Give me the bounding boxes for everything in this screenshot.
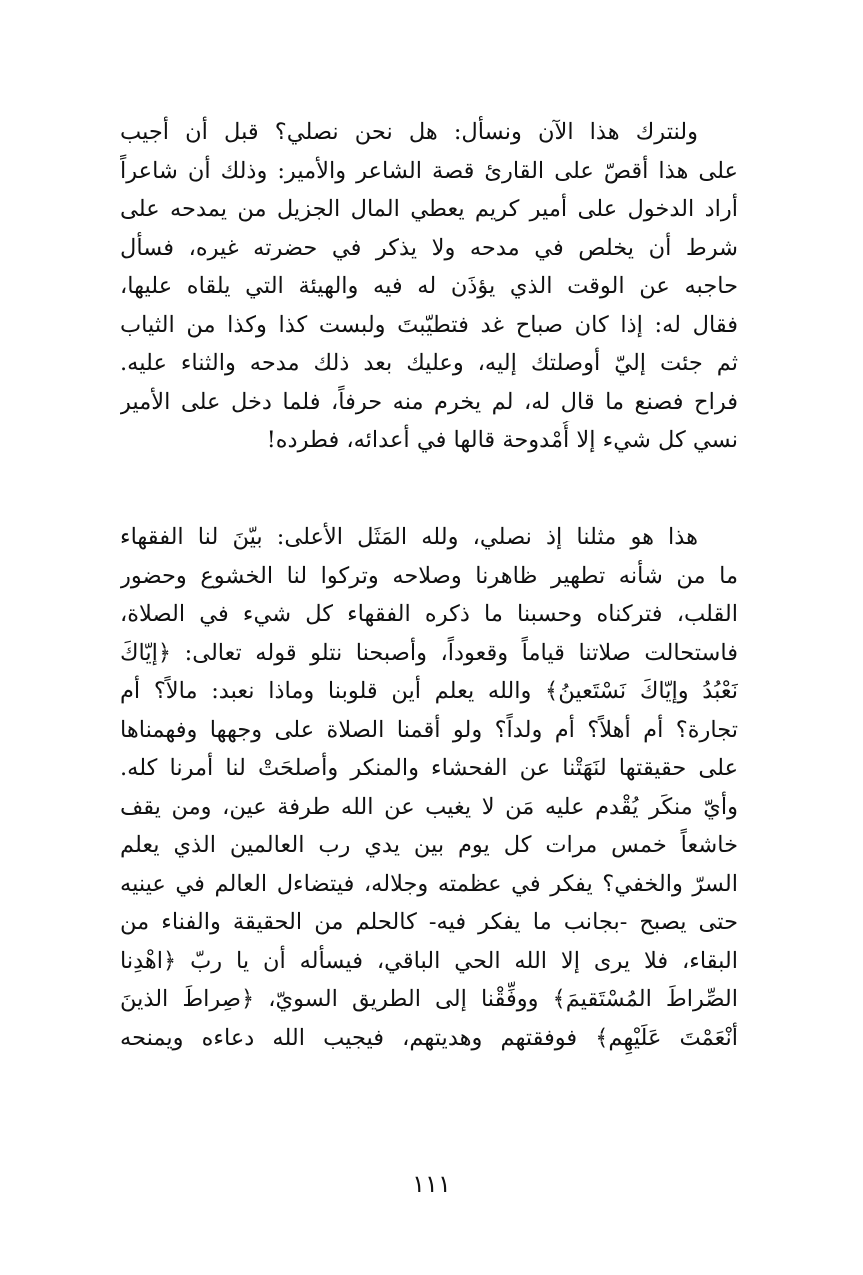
- text-line: فاستحالت صلاتنا قياماً وقعوداً، وأصبحنا نتلو قوله تعالى: ﴿إيّاكَ: [120, 639, 738, 666]
- text-line: على هذا أقصّ على القارئ قصة الشاعر والأمير: وذلك أن شاعراً: [120, 157, 738, 184]
- text-line: السرّ والخفي؟ يفكر في عظمته وجلاله، فيتضاءل العالم في عينيه: [120, 870, 738, 897]
- text-line: نسي كل شيء إلا أُمْدوحة قالها في أعدائه، فطرده!: [266, 427, 738, 453]
- text-line: ولنترك هذا الآن ونسأل: هل نحن نصلي؟ قبل أن أجيب: [120, 119, 698, 145]
- text-line: خاشعاً خمس مرات كل يوم بين يدي رب العالمين الذي يعلم: [120, 832, 738, 858]
- text-line: البقاء، فلا يرى إلا الله الحي الباقي، فيسأله أن يا ربّ ﴿اهْدِنا: [120, 947, 738, 974]
- text-line: فراح فصنع ما قال له، لم يخرم منه حرفاً، فلما دخل على الأمير: [120, 388, 738, 415]
- text-line: الصِّراطَ المُسْتَقيمَ﴾ ووفِّقْنا إلى الطريق السويّ، ﴿صِراطَ الذينَ: [120, 986, 738, 1012]
- text-line: حاجبه عن الوقت الذي يؤذَن له فيه والهيئة التي يلقاه عليها،: [120, 273, 738, 299]
- text-line: فقال له: إذا كان صباح غد فتطيّبتَ ولبست كذا وكذا من الثياب: [120, 311, 738, 338]
- text-line: على حقيقتها لنَهَتْنا عن الفحشاء والمنكر وأصلحَتْ لنا أمرنا كله.: [120, 755, 738, 781]
- text-line: أراد الدخول على أمير كريم يعطي المال الجزيل من يمدحه على: [120, 196, 738, 222]
- text-line: حتى يصبح -بجانب ما يفكر فيه- كالحلم من الحقيقة والفناء من: [120, 909, 738, 935]
- text-line: هذا هو مثلنا إذ نصلي، ولله المَثَل الأعلى: بيّنَ لنا الفقهاء: [120, 524, 698, 550]
- paragraph-poet-and-prince: [120, 113, 738, 460]
- text-line: وأيّ منكَر يُقْدم عليه مَن لا يغيب عن الله طرفة عين، ومن يقف: [120, 793, 738, 820]
- page-number: ١١١: [412, 1170, 451, 1198]
- text-line: القلب، فتركناه وحسبنا ما ذكره الفقهاء كل شيء في الصلاة،: [120, 601, 738, 627]
- text-line: ثم جئت إليّ أوصلتك إليه، وعليك بعد ذلك مدحه والثناء عليه.: [120, 350, 738, 376]
- text-line: شرط أن يخلص في مدحه ولا يذكر في حضرته غيره، فسأل: [120, 234, 738, 261]
- text-line: أنْعَمْتَ عَلَيْهِم﴾ فوفقتهم وهديتهم، فيجيب الله دعاءه ويمنحه: [120, 1024, 738, 1051]
- paragraph-our-prayer: [120, 518, 738, 1057]
- text-line: تجارة؟ أم أهلاً؟ أم ولداً؟ ولو أقمنا الصلاة على وجهها وفهمناها: [120, 716, 738, 743]
- text-line: ما من شأنه تطهير ظاهرنا وصلاحه وتركوا لنا الخشوع وحضور: [120, 562, 738, 589]
- text-line: نَعْبُدُ وإيّاكَ نَسْتَعينُ﴾ والله يعلم أين قلوبنا وماذا نعبد: مالاً؟ أم: [120, 678, 738, 704]
